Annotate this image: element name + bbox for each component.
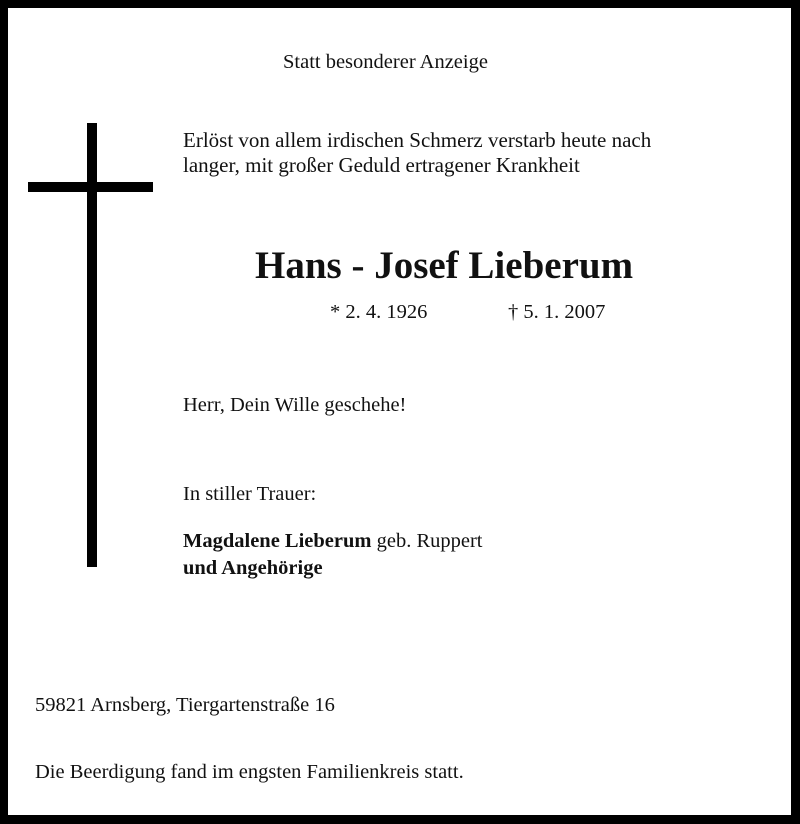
address: 59821 Arnsberg, Tiergartenstraße 16 [35,694,335,716]
intro-line-2: langer, mit großer Geduld ertragener Krankheit [183,153,580,177]
header-text: Statt besonderer Anzeige [283,51,488,73]
funeral-note: Die Beerdigung fand im engsten Familienkreis statt. [35,761,464,783]
mourning-label: In stiller Trauer: [183,483,317,505]
birth-date: * 2. 4. 1926 [330,301,428,323]
mourner-name: Magdalene Lieberum [183,530,372,552]
death-date: † 5. 1. 2007 [508,301,606,323]
mourner-maiden-name: geb. Ruppert [376,530,483,552]
mourner-line [183,531,483,552]
quote: Herr, Dein Wille geschehe! [183,394,407,416]
deceased-name: Hans - Josef Lieberum [255,244,634,287]
relatives: und Angehörige [183,557,323,579]
intro-line-1: Erlöst von allem irdischen Schmerz verstarb heute nach [183,128,652,152]
